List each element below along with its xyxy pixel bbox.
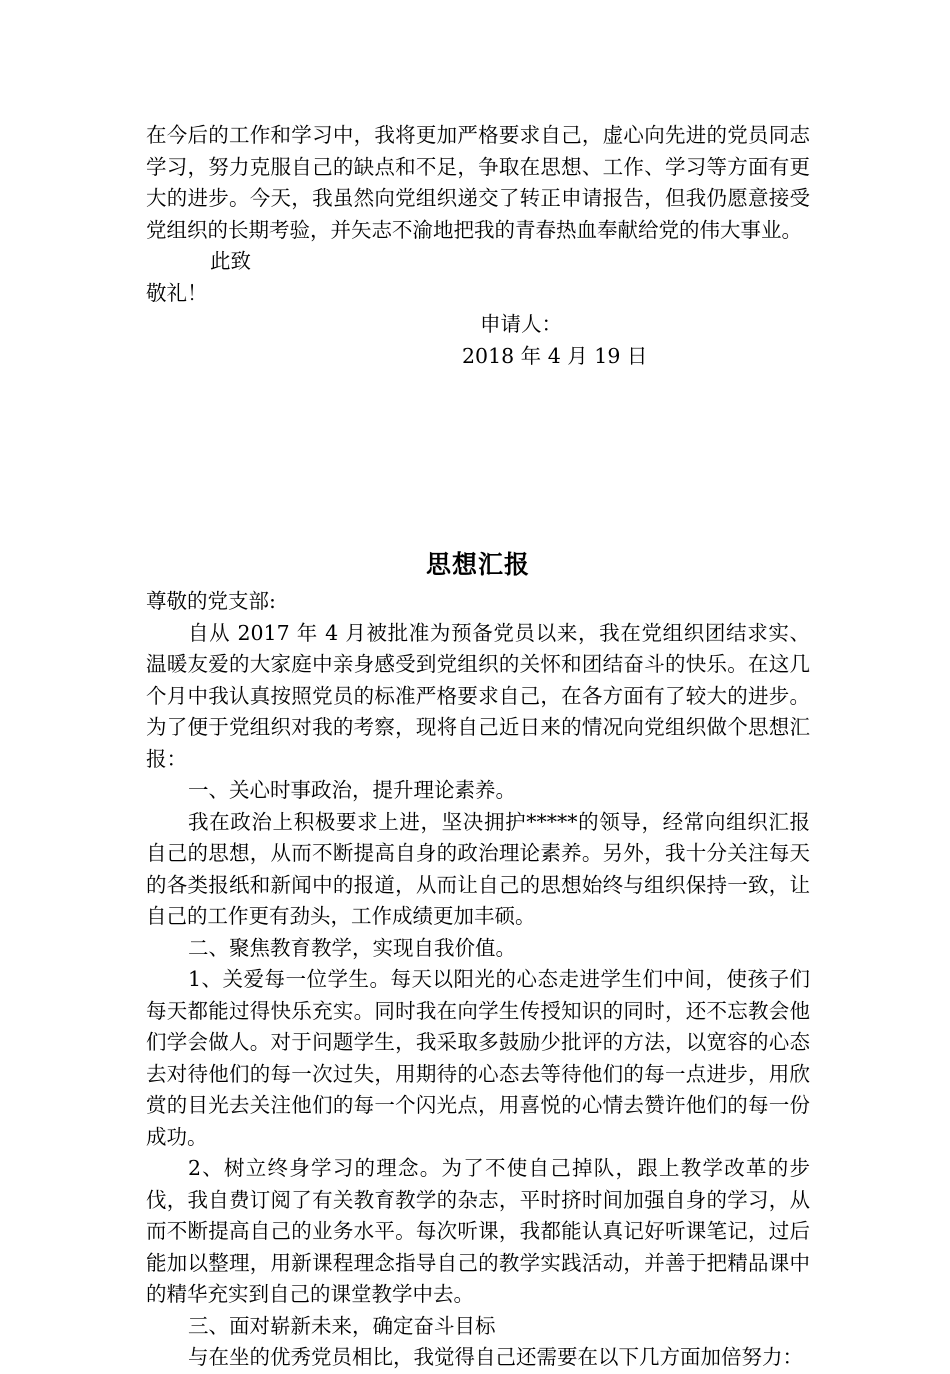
section-1-heading: 一、关心时事政治，提升理论素养。 [188,778,516,802]
letter-greeting-jing-li: 敬礼！ [146,280,208,305]
letter-closing-paragraph: 在今后的工作和学习中，我将更加严格要求自己，虚心向先进的党员同志学习，努力克服自己的缺点和不足，争取在思想、工作、学习等方面有更大的进步。今天，我虽然向党组织递交了转正申请报告，但我仍愿意接受党组织的长期考验，并矢志不渝地把我的青春热血奉献给党的伟大事业。 [146,123,810,242]
letter-applicant-label: 申请人： [480,312,562,336]
section-2-item-1: 1、关爱每一位学生。每天以阳光的心态走进学生们中间，使孩子们每天都能过得快乐充实。同时我在向学生传授知识的同时，还不忘教会他们学会做人。对于问题学生，我采取多鼓励少批评的方法，以宽容的心态去对待他们的每一次过失，用期待的心态去等待他们的每一点进步，用欣赏的目光去关注他们的每一个闪光点，用喜悦的心情去赞许他们的每一份成功。 [146,967,810,1149]
page-gap [146,372,810,548]
document-page [146,120,810,1374]
report-title: 思想汇报 [425,550,530,579]
section-3-body: 与在坐的优秀党员相比，我觉得自己还需要在以下几方面加倍努力： [188,1345,803,1369]
section-3-heading: 三、面对崭新未来，确定奋斗目标 [188,1313,496,1338]
letter-date: 2018 年 4 月 19 日 [462,343,648,368]
section-1-body: 我在政治上积极要求上进，坚决拥护*****的领导，经常向组织汇报自己的思想，从而不断提高自身的政治理论素养。另外，我十分关注每天的各类报纸和新闻中的报道，从而让自己的思想始终与组织保持一致，让自己的工作更有劲头，工作成绩更加丰硕。 [146,809,810,928]
report-salutation: 尊敬的党支部: [146,589,276,613]
section-2-heading: 二、聚焦教育教学，实现自我价值。 [188,935,516,960]
section-2-item-2: 2、树立终身学习的理念。为了不使自己掉队，跟上教学改革的步伐，我自费订阅了有关教育教学的杂志，平时挤时间加强自身的学习，从而不断提高自己的业务水平。每次听课，我都能认真记好听课笔记，过后能加以整理，用新课程理念指导自己的教学实践活动，并善于把精品课中的精华充实到自己的课堂教学中去。 [146,1156,810,1306]
report-intro-paragraph: 自从 2017 年 4 月被批准为预备党员以来，我在党组织团结求实、温暖友爱的大家庭中亲身感受到党组织的关怀和团结奋斗的快乐。在这几个月中我认真按照党员的标准严格要求自己，在各方面有了较大的进步。为了便于党组织对我的考察，现将自己近日来的情况向党组织做个思想汇报： [146,620,810,771]
letter-greeting-ci-zhi: 此致 [210,249,251,273]
